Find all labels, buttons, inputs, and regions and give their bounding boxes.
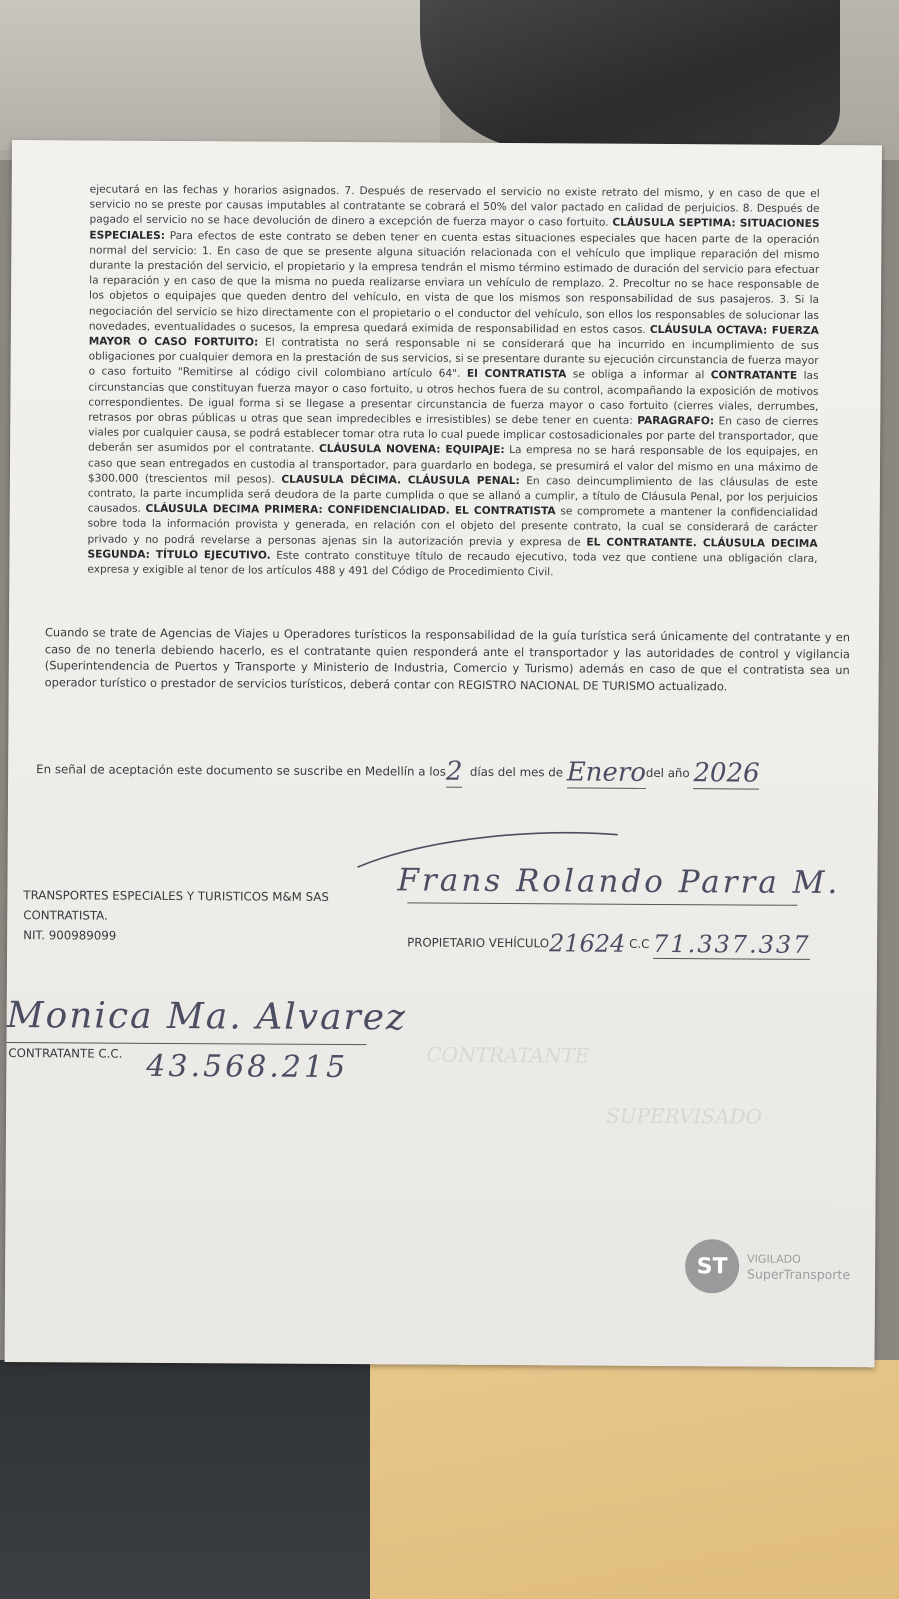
clause-bold: CONTRATANTE xyxy=(710,369,798,383)
owner-block xyxy=(407,924,811,959)
st-logo-icon: ST xyxy=(685,1239,739,1293)
company-block xyxy=(23,885,329,947)
clause-heading-7: CLÁUSULA SEPTIMA: SITUACIONES ESPECIALES: xyxy=(89,217,820,242)
handwritten-client-cc: 43.568.215 xyxy=(146,1048,349,1086)
company-nit: NIT. 900989099 xyxy=(23,928,117,943)
acceptance-year-text: del año xyxy=(645,765,690,781)
clause-bold: El CONTRATISTA xyxy=(466,368,567,381)
clause-text: las circunstancias que constituyan fuerza mayor o caso fortuito, u otros hechos fuera de su control, acompañando la exposición de motivos correspondientes. De igual forma si se llegase a presentar circunstancia de fuerza mayor o caso fortuito (cierres viales, derrumbes, retrasos por obras públicas u otras que sean impredecibles e irresistibles) se debe tener en cuenta: xyxy=(88,370,819,427)
logo-line2: SuperTransporte xyxy=(747,1266,851,1283)
clause-text: En caso de cierres viales por cualquier causa, se podrá establecer tomar otra ruta lo cual puede implicar costosadicionales por parte del transportador, que deberán ser asumidos por el contratante. xyxy=(88,415,819,456)
clause-heading-10: CLAUSULA DÉCIMA. CLÁUSULA PENAL: xyxy=(281,473,520,487)
clause-text: En caso deincumplimiento de las cláusulas de este contrato, la parte incumplida será deudora de la parte cumplida o que se allanó a cumplir, a título de Cláusula Penal, por los perjuicios causados. xyxy=(87,474,818,516)
clause-text: El contratista no será responsable ni se considerará que ha incurrido en incumplimiento de sus obligaciones por cualquier demora en la prestación de sus servicios, si se presentare durante su ejecución circunstancia de fuerza mayor o caso fortuito "Remitirse al código civil colombiano artículo 64". xyxy=(88,336,819,381)
clause-text: se compromete a mantener la confidencialidad sobre toda la información provista y generada, en relación con el objeto del presente contrato, la cual se considerará de carácter privado y no podrá revelarse a personas ajenas sin la autorización previa y expresa de xyxy=(87,505,818,549)
clause-heading-12: EL CONTRATANTE. CLÁUSULA DECIMA SEGUNDA: TÍTULO EJECUTIVO. xyxy=(87,536,818,562)
clause-bold: PARAGRAFO: xyxy=(637,414,715,428)
company-role: CONTRATISTA. xyxy=(23,908,108,923)
show-through-text: SUPERVISADO xyxy=(605,1103,763,1129)
handwritten-vehicle: 21624 xyxy=(548,929,626,958)
owner-signature: Frans Rolando Parra M. xyxy=(397,862,841,902)
show-through-text: CONTRATANTE xyxy=(426,1042,590,1068)
handwritten-owner-cc: 71.337.337 xyxy=(653,929,811,959)
client-signature: Monica Ma. Alvarez xyxy=(6,994,408,1039)
background-wall xyxy=(0,0,440,150)
clause-text: ejecutará en las fechas y horarios asignados. 7. Después de reservado el servicio no existe retrato del mismo, y en caso de que el servicio no se preste por causas imputables al contratante se cobrará el 50% del valor pactado en calidad de perjuicios. 8. Después de pagado el servicio no se hace devolución de dinero a excepción de fuerza mayor o caso fortuito. xyxy=(89,183,820,230)
background-floor xyxy=(0,1360,370,1599)
handwritten-month: Enero xyxy=(566,757,647,788)
clause-text: La empresa no se hará responsable de los equipajes, en caso que sean entregados en custodia al transportador, para guardarlo en bodega, se presumirá el valor del mismo en una máximo de $300.000 (trescientos mil pesos). xyxy=(87,444,819,486)
owner-label: PROPIETARIO VEHÍCULO xyxy=(407,935,550,951)
handwritten-day: 2 xyxy=(445,756,463,787)
client-signature-line xyxy=(6,1042,366,1045)
acceptance-days-text: días del mes de xyxy=(469,764,564,780)
clause-heading-11: CLÁUSULA DECIMA PRIMERA: CONFIDENCIALIDAD. EL CONTRATISTA xyxy=(145,503,556,518)
clause-heading-9: CLÁUSULA NOVENA: EQUIPAJE: xyxy=(318,443,505,457)
clause-text: Este contrato constituye título de recaudo ejecutivo, toda vez que contiene una obligación clara, expresa y exigible al tenor de los artículos 488 y 491 del Código de Procedimiento Civil. xyxy=(87,549,818,579)
logo-line1: VIGILADO xyxy=(747,1252,801,1266)
contract-clauses xyxy=(87,182,819,582)
contract-page xyxy=(5,140,882,1367)
handwritten-year: 2026 xyxy=(693,758,760,789)
owner-cc-label: C.C xyxy=(629,936,650,951)
tourism-paragraph: Cuando se trate de Agencias de Viajes u Operadores turísticos la responsabilidad de la guía turística será únicamente del contratante y en caso de no tenerla debiendo hacerlo, es el contratante quien responderá ante el transportador y las autoridades de control y vigilancia (Superintendencia de Puertos y Transporte y Ministerio de Industria, Comercio y Turismo) además en caso de que el contratista sea un operador turístico o prestador de servicios turísticos, deberá contar con REGISTRO NACIONAL DE TURISMO actualizado. xyxy=(44,625,851,694)
client-label: CONTRATANTE C.C. xyxy=(8,1045,123,1061)
logo-text xyxy=(747,1252,850,1283)
acceptance-line xyxy=(36,750,836,789)
clause-heading-8: CLÁUSULA OCTAVA: FUERZA MAYOR O CASO FORTUITO: xyxy=(88,323,819,349)
acceptance-prefix: En señal de aceptación este documento se suscribe en Medellín a los xyxy=(36,762,446,779)
supertransporte-logo xyxy=(685,1239,850,1294)
clause-text: se obliga a informar al xyxy=(566,368,711,382)
background-chair xyxy=(420,0,840,150)
clause-text: Para efectos de este contrato se deben tener en cuenta estas situaciones especiales que hacen parte de la operación normal del servicio: 1. En caso de que se presente alguna situación relacionada con el vehículo que implique reparación del mismo durante la prestación del servicio, el propietario y la empresa tendrán el mismo término estimado de duración del servicio para efectuar la reparación y en caso de que la misma no pueda realizarse enviara un vehículo de remplazo. 2. Precoltur no se hace responsable de los objetos o equipajes que queden dentro del vehículo, en vista de que los mismos son responsabilidad de sus pasajeros. 3. Si la negociación del servicio se hizo directamente con el propietario o el conductor del vehículo, son ellos los responsables de solucionar las novedades, eventualidades o sucesos, la empresa quedará eximida de responsabilidad en estos casos. xyxy=(88,229,820,336)
company-name: TRANSPORTES ESPECIALES Y TURISTICOS M&M SAS xyxy=(23,888,329,904)
